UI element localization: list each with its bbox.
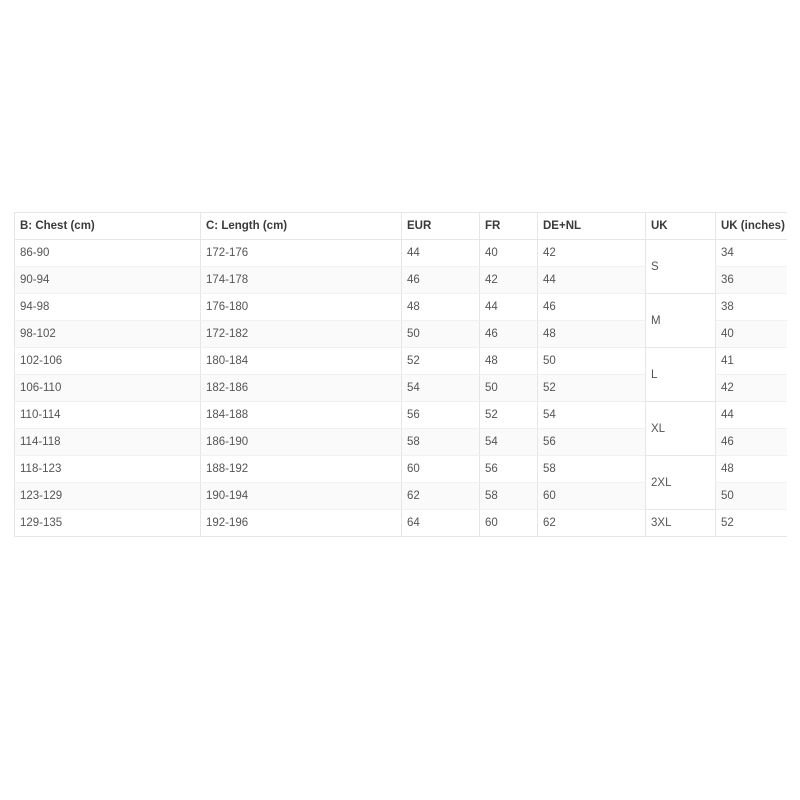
header-de-nl: DE+NL bbox=[538, 213, 646, 240]
header-eur: EUR bbox=[402, 213, 480, 240]
header-row bbox=[15, 213, 787, 240]
fr-cell: 52 bbox=[480, 402, 538, 429]
eur-cell: 46 bbox=[402, 267, 480, 294]
length-cell: 184-188 bbox=[201, 402, 402, 429]
chest-cell: 94-98 bbox=[15, 294, 201, 321]
de-nl-cell: 58 bbox=[538, 456, 646, 483]
de-nl-cell: 54 bbox=[538, 402, 646, 429]
eur-cell: 52 bbox=[402, 348, 480, 375]
length-cell: 190-194 bbox=[201, 483, 402, 510]
fr-cell: 48 bbox=[480, 348, 538, 375]
table-row bbox=[15, 348, 787, 375]
chest-cell: 114-118 bbox=[15, 429, 201, 456]
length-cell: 174-178 bbox=[201, 267, 402, 294]
uk-inches-cell: 41 bbox=[716, 348, 787, 375]
eur-cell: 44 bbox=[402, 240, 480, 267]
fr-cell: 56 bbox=[480, 456, 538, 483]
uk-size-cell: XL bbox=[646, 402, 716, 456]
uk-size-cell: M bbox=[646, 294, 716, 348]
length-cell: 172-176 bbox=[201, 240, 402, 267]
header-uk: UK bbox=[646, 213, 716, 240]
uk-inches-cell: 52 bbox=[716, 510, 787, 537]
header-uk-inches: UK (inches) bbox=[716, 213, 787, 240]
length-cell: 188-192 bbox=[201, 456, 402, 483]
de-nl-cell: 52 bbox=[538, 375, 646, 402]
uk-inches-cell: 46 bbox=[716, 429, 787, 456]
table-row bbox=[15, 294, 787, 321]
chest-cell: 110-114 bbox=[15, 402, 201, 429]
fr-cell: 54 bbox=[480, 429, 538, 456]
chest-cell: 106-110 bbox=[15, 375, 201, 402]
chest-cell: 129-135 bbox=[15, 510, 201, 537]
de-nl-cell: 44 bbox=[538, 267, 646, 294]
fr-cell: 42 bbox=[480, 267, 538, 294]
de-nl-cell: 48 bbox=[538, 321, 646, 348]
size-chart-table bbox=[14, 212, 787, 537]
de-nl-cell: 60 bbox=[538, 483, 646, 510]
eur-cell: 64 bbox=[402, 510, 480, 537]
table-row bbox=[15, 240, 787, 267]
chest-cell: 118-123 bbox=[15, 456, 201, 483]
uk-size-cell: L bbox=[646, 348, 716, 402]
uk-inches-cell: 42 bbox=[716, 375, 787, 402]
eur-cell: 48 bbox=[402, 294, 480, 321]
uk-inches-cell: 40 bbox=[716, 321, 787, 348]
length-cell: 192-196 bbox=[201, 510, 402, 537]
header-chest: B: Chest (cm) bbox=[15, 213, 201, 240]
table-row bbox=[15, 402, 787, 429]
length-cell: 186-190 bbox=[201, 429, 402, 456]
uk-inches-cell: 36 bbox=[716, 267, 787, 294]
eur-cell: 56 bbox=[402, 402, 480, 429]
uk-inches-cell: 48 bbox=[716, 456, 787, 483]
uk-size-cell: 2XL bbox=[646, 456, 716, 510]
length-cell: 176-180 bbox=[201, 294, 402, 321]
uk-inches-cell: 44 bbox=[716, 402, 787, 429]
fr-cell: 60 bbox=[480, 510, 538, 537]
de-nl-cell: 56 bbox=[538, 429, 646, 456]
chest-cell: 123-129 bbox=[15, 483, 201, 510]
chest-cell: 86-90 bbox=[15, 240, 201, 267]
fr-cell: 58 bbox=[480, 483, 538, 510]
eur-cell: 60 bbox=[402, 456, 480, 483]
uk-size-cell: 3XL bbox=[646, 510, 716, 537]
length-cell: 180-184 bbox=[201, 348, 402, 375]
uk-inches-cell: 38 bbox=[716, 294, 787, 321]
header-fr: FR bbox=[480, 213, 538, 240]
eur-cell: 50 bbox=[402, 321, 480, 348]
fr-cell: 44 bbox=[480, 294, 538, 321]
eur-cell: 62 bbox=[402, 483, 480, 510]
fr-cell: 40 bbox=[480, 240, 538, 267]
chest-cell: 102-106 bbox=[15, 348, 201, 375]
chest-cell: 98-102 bbox=[15, 321, 201, 348]
de-nl-cell: 42 bbox=[538, 240, 646, 267]
de-nl-cell: 62 bbox=[538, 510, 646, 537]
eur-cell: 54 bbox=[402, 375, 480, 402]
uk-size-cell: S bbox=[646, 240, 716, 294]
uk-inches-cell: 50 bbox=[716, 483, 787, 510]
length-cell: 182-186 bbox=[201, 375, 402, 402]
de-nl-cell: 46 bbox=[538, 294, 646, 321]
chest-cell: 90-94 bbox=[15, 267, 201, 294]
uk-inches-cell: 34 bbox=[716, 240, 787, 267]
de-nl-cell: 50 bbox=[538, 348, 646, 375]
length-cell: 172-182 bbox=[201, 321, 402, 348]
fr-cell: 46 bbox=[480, 321, 538, 348]
header-length: C: Length (cm) bbox=[201, 213, 402, 240]
eur-cell: 58 bbox=[402, 429, 480, 456]
fr-cell: 50 bbox=[480, 375, 538, 402]
table-row bbox=[15, 510, 787, 537]
table-row bbox=[15, 456, 787, 483]
